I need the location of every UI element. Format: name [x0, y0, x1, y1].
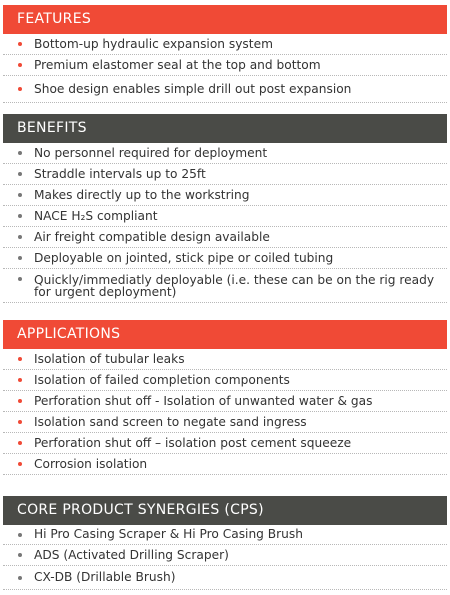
bullet-icon: [18, 277, 22, 281]
list-item: [3, 566, 447, 590]
list-item-text: Isolation of tubular leaks: [34, 351, 185, 366]
bullet-icon: [18, 399, 22, 403]
list-item-text: Isolation of failed completion components: [34, 372, 290, 387]
bullet-icon: [18, 576, 22, 580]
list-item-text: Perforation shut off – isolation post cement squeeze: [34, 435, 352, 450]
features-header: FEATURES: [3, 5, 447, 34]
list-item-text: Isolation sand screen to negate sand ingress: [34, 414, 307, 429]
bullet-icon: [18, 42, 22, 46]
bullet-icon: [18, 441, 22, 445]
applications-list: [3, 349, 447, 475]
list-item-text: Quickly/immediatly deployable (i.e. these can be on the rig ready for urgent deployment): [34, 272, 435, 299]
benefits-header: BENEFITS: [3, 114, 447, 143]
applications-section: [3, 320, 447, 475]
list-item: [3, 545, 447, 566]
applications-header: APPLICATIONS: [3, 320, 447, 349]
bullet-icon: [18, 553, 22, 557]
list-item: [3, 248, 447, 269]
list-item: [3, 227, 447, 248]
benefits-section: [3, 114, 447, 303]
list-item: [3, 370, 447, 391]
bullet-icon: [18, 214, 22, 218]
bullet-icon: [18, 357, 22, 361]
bullet-icon: [18, 378, 22, 382]
bullet-icon: [18, 151, 22, 155]
list-item-text: ADS (Activated Drilling Scraper): [34, 547, 229, 562]
list-item-text: Corrosion isolation: [34, 456, 148, 471]
list-item-text: Hi Pro Casing Scraper & Hi Pro Casing Brush: [34, 527, 303, 541]
list-item-text: Air freight compatible design available: [34, 229, 270, 244]
bullet-icon: [18, 256, 22, 260]
list-item: [3, 454, 447, 475]
list-item-text: CX-DB (Drillable Brush): [34, 570, 176, 584]
bullet-icon: [18, 533, 22, 537]
list-item-text: Perforation shut off - Isolation of unwanted water & gas: [34, 393, 373, 408]
benefits-list: [3, 143, 447, 303]
bullet-icon: [18, 87, 22, 91]
list-item-text: Shoe design enables simple drill out post expansion: [34, 81, 352, 96]
synergies-list: [3, 525, 447, 590]
list-item: [3, 55, 447, 76]
bullet-icon: [18, 420, 22, 424]
features-list: [3, 34, 447, 103]
list-item: [3, 391, 447, 412]
list-item: [3, 349, 447, 370]
bullet-icon: [18, 63, 22, 67]
synergies-header: CORE PRODUCT SYNERGIES (CPS): [3, 496, 447, 525]
list-item-text: Straddle intervals up to 25ft: [34, 166, 206, 181]
list-item: [3, 185, 447, 206]
list-item-text: Premium elastomer seal at the top and bottom: [34, 57, 321, 72]
features-section: [3, 5, 447, 103]
bullet-icon: [18, 235, 22, 239]
synergies-section: [3, 496, 447, 590]
list-item: [3, 269, 447, 303]
list-item-text: Bottom-up hydraulic expansion system: [34, 36, 273, 51]
list-item: [3, 164, 447, 185]
list-item-text: NACE H₂S compliant: [34, 208, 158, 223]
list-item: [3, 412, 447, 433]
list-item-text: Deployable on jointed, stick pipe or coiled tubing: [34, 250, 334, 265]
bullet-icon: [18, 193, 22, 197]
list-item: [3, 76, 447, 103]
list-item-text: No personnel required for deployment: [34, 145, 268, 160]
list-item: [3, 525, 447, 545]
bullet-icon: [18, 172, 22, 176]
list-item: [3, 433, 447, 454]
list-item: [3, 34, 447, 55]
bullet-icon: [18, 462, 22, 466]
list-item-text: Makes directly up to the workstring: [34, 187, 250, 202]
list-item: [3, 143, 447, 164]
list-item: [3, 206, 447, 227]
